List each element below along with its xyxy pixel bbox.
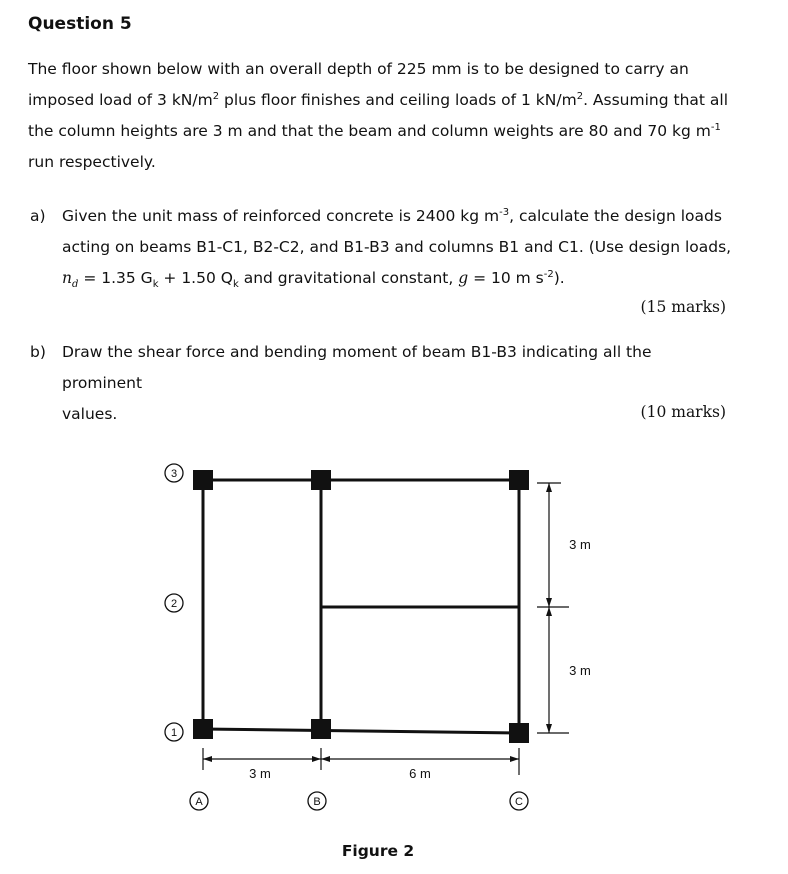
column-c1	[509, 723, 529, 743]
part-b-line-1: Draw the shear force and bending moment of beam B1-B3 indicating all the prominent	[62, 343, 652, 392]
grid-label-2: 2	[170, 598, 178, 610]
grid-label-b: B	[313, 796, 321, 808]
dim-label-3m-horizontal: 3 m	[249, 766, 271, 781]
grid-label-a: A	[195, 796, 203, 808]
part-b-label: b)	[30, 343, 46, 361]
grid-label-1: 1	[170, 727, 178, 739]
beam-row-1	[203, 729, 519, 733]
vertical-dimension	[537, 483, 569, 733]
grid-label-c: C	[515, 796, 523, 808]
column-b1	[311, 719, 331, 739]
frame-lines	[203, 480, 519, 733]
intro-line-1: The floor shown below with an overall depth of 225 mm is to be designed to carry an	[28, 60, 689, 78]
part-b-marks: (10 marks)	[640, 403, 726, 421]
intro-line-4: run respectively.	[28, 153, 156, 171]
dim-label-3m-upper: 3 m	[569, 537, 591, 552]
intro-line-3: the column heights are 3 m and that the beam and column weights are 80 and 70 kg $m^{-1}$	[28, 121, 721, 140]
column-b3	[311, 470, 331, 490]
figure-caption: Figure 2	[341, 842, 415, 860]
dim-label-6m-horizontal: 6 m	[409, 766, 431, 781]
intro-line-2: imposed load of 3 $kN/m^2$ plus floor finishes and ceiling loads of 1 $kN/m^2$. Assuming that all	[28, 90, 729, 109]
grid-label-3: 3	[170, 468, 178, 480]
part-a-line-2: acting on beams B1-C1, B2-C2, and B1-B3 and columns B1 and C1. (Use design loads,	[62, 238, 732, 256]
question-title: Question 5	[28, 14, 132, 34]
part-a-marks: (15 marks)	[640, 298, 726, 316]
column-a3	[193, 470, 213, 490]
part-a-label: a)	[30, 207, 46, 225]
column-c3	[509, 470, 529, 490]
dim-label-3m-lower: 3 m	[569, 663, 591, 678]
part-b-line-2: values.	[62, 405, 118, 423]
part-a-line-3: $n_d = 1.35$ $G_k + 1.50$ $Q_k$ and gravitational constant, g = 10 m $s^{-2}$).	[62, 268, 565, 291]
column-a1	[193, 719, 213, 739]
part-a-line-1: Given the unit mass of reinforced concrete is 2400 kg $m^{-3}$, calculate the design loads	[62, 206, 722, 225]
